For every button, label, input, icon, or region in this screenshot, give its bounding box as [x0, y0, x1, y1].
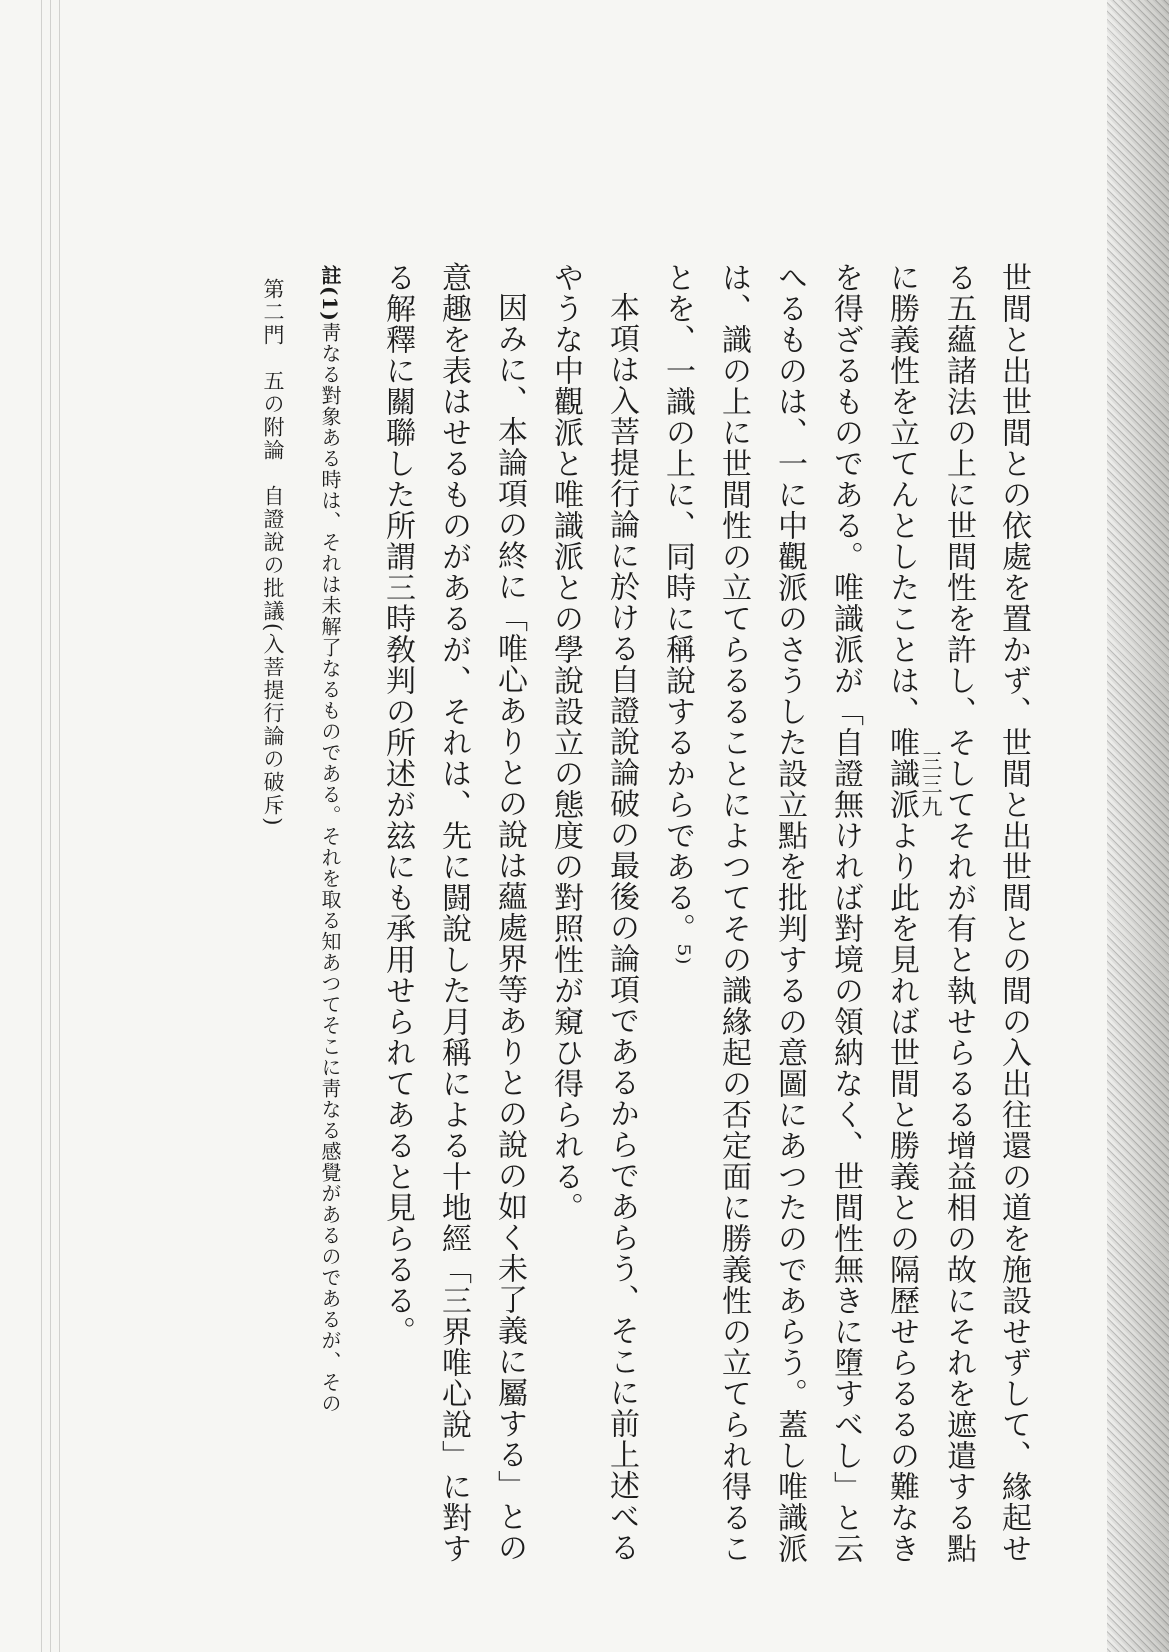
body-line-6: は、識の上に世間性の立てらるることによつてその識緣起の否定面に勝義性の立てられ得るこ — [716, 262, 751, 1564]
body-line-9: やうな中觀派と唯識派との學說設立の態度の對照性が窺ひ得られる。 — [548, 262, 583, 1223]
scan-page-edge — [1107, 0, 1169, 1652]
body-line-4: を得ざるものである。唯識派が「自證無ければ對境の領納なく、世間性無きに墮すべし」と云 — [828, 262, 863, 1564]
footnote-mark: 註(1) — [318, 265, 342, 322]
footnote — [320, 265, 340, 1414]
body-line-3: に勝義性を立てんとしたことは、唯識派より此を見れば世間と勝義との隔歷せらるるの難なき — [884, 262, 919, 1564]
body-line-2: る五蘊諸法の上に世間性を許し、そしてそれが有と執せらるる增益相の故にそれを遮遣する點 — [941, 262, 976, 1564]
body-line-8: 本項は入菩提行論に於ける自證說論破の最後の論項であるからであらう、そこに前上述べる — [604, 292, 639, 1563]
running-header: 第二門 五の附論 自證說の批議(入菩提行論の破斥) — [261, 278, 285, 828]
page-number: 三三九 — [919, 750, 943, 819]
body-line-5: へるものは、一に中觀派のさうした設立點を批判するの意圖にあつたのであらう。蓋し唯識派 — [772, 262, 807, 1564]
body-line-10: 因みに、本論項の終に「唯心ありとの說は蘊處界等ありとの說の如く未了義に屬する」との — [492, 292, 527, 1563]
body-line-7: とを、一識の上に、同時に稱說するからである。⁵⁾ — [660, 262, 695, 966]
body-line-1: 世間と出世間との依處を置かず、世間と出世間との間の入出往還の道を施設せずして、緣起せ — [996, 262, 1031, 1564]
scan-binding-edge — [38, 0, 66, 1652]
footnote-text: 靑なる對象ある時は、それは未解了なるものである。それを取る知あつてそこに靑なる感覺があるのであるが、その — [318, 321, 342, 1414]
body-line-12: る解釋に關聯した所謂三時敎判の所述が玆にも承用せられてあると見らるる。 — [380, 262, 415, 1347]
body-line-11: 意趣を表はせるものがあるが、それは、先に闘說した月稱による十地經「三界唯心說」に對す — [436, 262, 471, 1564]
